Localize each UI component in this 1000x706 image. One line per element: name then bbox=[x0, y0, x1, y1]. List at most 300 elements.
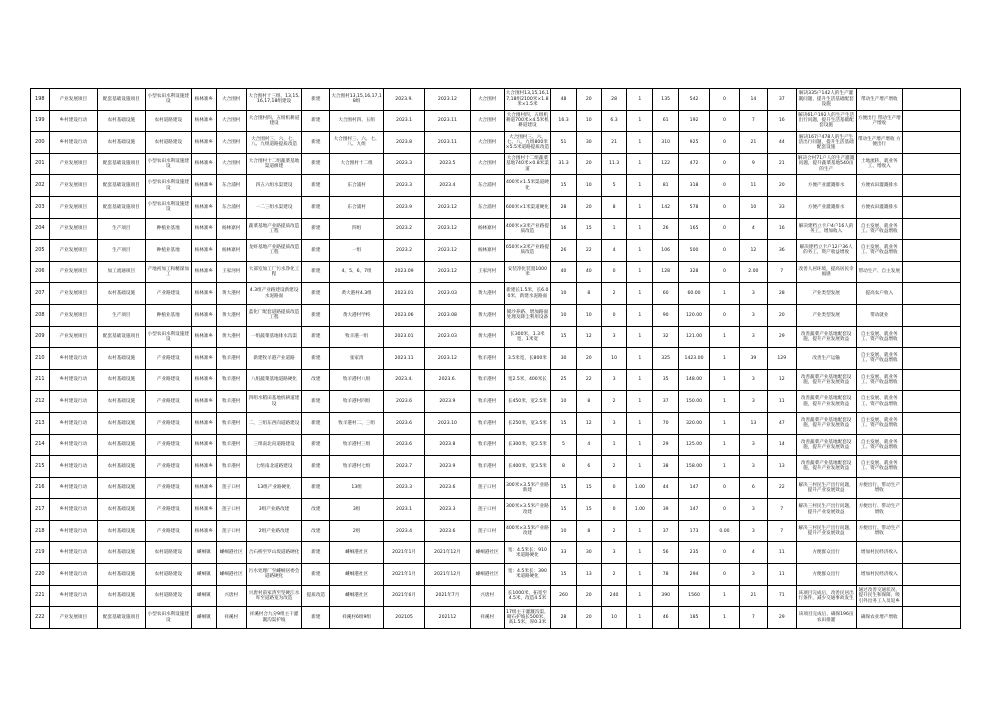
table-cell: 1 bbox=[627, 110, 653, 132]
table-cell: 22 bbox=[767, 477, 796, 499]
table-cell: 121.00 bbox=[679, 326, 710, 348]
table-cell: 29 bbox=[767, 326, 796, 348]
table-cell: 小型农田水利设施建设 bbox=[145, 607, 191, 629]
table-cell: 改善蔬菜产业基地配套设施，提升产业发展效益 bbox=[796, 326, 856, 348]
table-cell: 解决建档立卡户12户36人的务工，资产收益增收 bbox=[796, 240, 856, 262]
table-cell: 长450米，宽2.5米 bbox=[504, 391, 550, 413]
table-cell: 20 bbox=[576, 348, 601, 370]
table-cell: 1 bbox=[627, 218, 653, 240]
row-number-cell: 217 bbox=[31, 499, 50, 521]
table-cell: 牧羊港村 bbox=[470, 434, 504, 456]
table-cell: 牧羊港村 bbox=[216, 412, 246, 434]
table-cell: 1 bbox=[627, 542, 653, 564]
table-cell: 种植业基地 bbox=[145, 240, 191, 262]
table-cell: 嵊峒港社区 bbox=[470, 564, 504, 586]
row-number-cell: 207 bbox=[31, 283, 50, 305]
table-cell: 安装净化装置1000米 bbox=[504, 261, 550, 283]
table-cell: 6 bbox=[576, 456, 601, 478]
table-cell: 158.00 bbox=[679, 456, 710, 478]
table-cell: 二、三组东西向道路建设 bbox=[246, 412, 302, 434]
table-cell: 10 bbox=[551, 520, 577, 542]
table-cell bbox=[902, 477, 960, 499]
table-cell: 宽：4.5米长：390米道路硬化 bbox=[504, 564, 550, 586]
table-cell bbox=[902, 542, 960, 564]
table-cell: 大合围村 bbox=[470, 132, 504, 154]
table-cell: 长300米，1.3米宽，1米宽 bbox=[504, 326, 550, 348]
table-cell: 方便出行、带动生产增收 bbox=[856, 477, 902, 499]
table-cell: 10 bbox=[739, 196, 767, 218]
table-cell: 7 bbox=[767, 261, 796, 283]
table-cell: 2组 bbox=[330, 520, 384, 542]
table-cell: 乡村建设行动 bbox=[49, 391, 98, 413]
table-cell: 20 bbox=[576, 89, 601, 111]
row-number-cell: 222 bbox=[31, 607, 50, 629]
table-cell: 新建牧羊港产业道路 bbox=[246, 348, 302, 370]
table-cell: 农村基础设施 bbox=[98, 499, 145, 521]
table-cell: 方便群众出行 bbox=[796, 542, 856, 564]
table-cell: 20 bbox=[767, 175, 796, 197]
table-cell: 农村基础设施 bbox=[98, 110, 145, 132]
table-cell: 牧羊港村二、三组 bbox=[330, 412, 384, 434]
table-cell: 2 bbox=[601, 456, 627, 478]
table-cell: 3组产业路改建 bbox=[246, 499, 302, 521]
table-cell: 杨林寨村 bbox=[216, 218, 246, 240]
table-cell: 11 bbox=[739, 175, 767, 197]
table-cell: 15 bbox=[576, 499, 601, 521]
table-row bbox=[31, 110, 961, 132]
table-cell: 71 bbox=[767, 585, 796, 607]
table-cell: 8 bbox=[576, 391, 601, 413]
table-cell: 自主发展、就业务工、资产收益增收 bbox=[856, 456, 902, 478]
table-cell: 农村基础设施 bbox=[98, 585, 145, 607]
table-cell: 大合围村 bbox=[216, 153, 246, 175]
table-cell: 0 bbox=[601, 261, 627, 283]
table-cell: 10 bbox=[551, 391, 577, 413]
table-cell: 杨林寨乡 bbox=[191, 218, 216, 240]
table-cell: 小型农田水利设施建设 bbox=[145, 89, 191, 111]
table-cell: 2023.3 bbox=[383, 477, 424, 499]
table-cell: 该项目完成后，确保196亩农田排灌 bbox=[796, 607, 856, 629]
table-cell: 15 bbox=[551, 175, 577, 197]
table-cell: 农村基础设施 bbox=[98, 477, 145, 499]
table-cell: 增加村民经济收入 bbox=[856, 564, 902, 586]
table-row bbox=[31, 434, 961, 456]
table-cell: 产业发展项目 bbox=[49, 326, 98, 348]
table-cell: 500 bbox=[679, 240, 710, 262]
table-cell: 0 bbox=[710, 110, 740, 132]
table-cell: 3 bbox=[739, 369, 767, 391]
table-cell: 2023.12 bbox=[425, 218, 470, 240]
table-cell: 杨林寨乡 bbox=[191, 175, 216, 197]
table-cell: 5 bbox=[601, 175, 627, 197]
table-cell: 2023.03 bbox=[425, 326, 470, 348]
table-cell: 新建长1.5米，长6.00米，新建水泥路面 bbox=[504, 283, 550, 305]
table-cell: 1 bbox=[627, 607, 653, 629]
table-cell: 大合围村三、六、七、八、九组道路提质改造 bbox=[246, 132, 302, 154]
table-cell: 乡村建设行动 bbox=[49, 499, 98, 521]
table-cell: 产业类型发展 bbox=[796, 304, 856, 326]
table-cell: 合石桥至罗山坂道路硬化 bbox=[246, 542, 302, 564]
project-table bbox=[30, 88, 961, 629]
table-cell: 10 bbox=[551, 283, 577, 305]
table-cell: 31.3 bbox=[551, 153, 577, 175]
table-cell: 2023.11 bbox=[425, 132, 470, 154]
table-row bbox=[31, 585, 961, 607]
table-cell: 东合浦村 bbox=[470, 175, 504, 197]
table-cell: 解决61户192人的生产生活出行问题，提升生活基础配套设施 bbox=[796, 110, 856, 132]
table-cell: 兴唐村 bbox=[216, 585, 246, 607]
table-cell: 方便产业灌溉排水 bbox=[796, 175, 856, 197]
table-cell: 祥溪村 bbox=[216, 607, 246, 629]
table-cell: 八组蔬菜基地道路硬化 bbox=[246, 369, 302, 391]
row-number-cell: 220 bbox=[31, 564, 50, 586]
table-cell: 农村基础设施 bbox=[98, 283, 145, 305]
table-cell: 12 bbox=[739, 240, 767, 262]
table-cell: 20 bbox=[576, 585, 601, 607]
table-cell: 改善蔬菜产业基地配套设施，提升产业发展效益 bbox=[796, 456, 856, 478]
table-cell: 自主发展、就业务工、资产收益增收 bbox=[856, 434, 902, 456]
table-cell: 莲子口村 bbox=[470, 499, 504, 521]
table-cell: 20 bbox=[576, 607, 601, 629]
table-cell: 260 bbox=[551, 585, 577, 607]
table-cell: 自主发展、就业务工、资产收益增收 bbox=[856, 240, 902, 262]
table-cell: 21 bbox=[601, 132, 627, 154]
table-cell: 25 bbox=[551, 369, 577, 391]
table-cell: 产业发展项目 bbox=[49, 175, 98, 197]
table-cell: 新建 bbox=[302, 326, 330, 348]
table-cell: 1 bbox=[710, 326, 740, 348]
table-cell bbox=[902, 585, 960, 607]
table-cell: 杨林寨乡 bbox=[191, 391, 216, 413]
table-cell: 150.00 bbox=[679, 391, 710, 413]
table-cell: 新建 bbox=[302, 542, 330, 564]
table-cell: 1 bbox=[627, 132, 653, 154]
table-cell bbox=[902, 520, 960, 542]
table-cell: 杨林寨乡 bbox=[191, 326, 216, 348]
table-cell: 578 bbox=[679, 196, 710, 218]
table-cell: 大合围村 bbox=[470, 89, 504, 111]
table-cell: 26 bbox=[551, 240, 577, 262]
table-cell: 黄大港村 bbox=[216, 283, 246, 305]
table-cell: 390 bbox=[653, 585, 679, 607]
table-cell: 925 bbox=[679, 132, 710, 154]
row-number-cell: 204 bbox=[31, 218, 50, 240]
row-number-cell: 213 bbox=[31, 412, 50, 434]
table-cell: 2 bbox=[601, 564, 627, 586]
table-cell: 15 bbox=[576, 477, 601, 499]
table-cell: 解决建档立卡户4户16人的务工，增加收入 bbox=[796, 218, 856, 240]
table-cell: 乡村建设行动 bbox=[49, 110, 98, 132]
table-row bbox=[31, 348, 961, 370]
table-cell: 240 bbox=[601, 585, 627, 607]
table-cell: 莲子口村 bbox=[470, 520, 504, 542]
row-number-cell: 201 bbox=[31, 153, 50, 175]
table-cell: 2021年6月 bbox=[383, 585, 424, 607]
table-cell: 12 bbox=[576, 412, 601, 434]
table-cell: 16 bbox=[767, 110, 796, 132]
table-cell bbox=[902, 348, 960, 370]
table-cell: 杨林寨乡 bbox=[191, 132, 216, 154]
table-cell: 自主发展、就业务工、资产收益增收 bbox=[856, 391, 902, 413]
table-cell: 王家河村 bbox=[470, 261, 504, 283]
table-cell: 新建 bbox=[302, 348, 330, 370]
table-cell: 产业路建设 bbox=[145, 369, 191, 391]
table-cell: 一二三组水渠建设 bbox=[246, 196, 302, 218]
table-cell: 农村基础设施 bbox=[98, 434, 145, 456]
table-cell: 黄大港村 bbox=[216, 304, 246, 326]
table-row bbox=[31, 456, 961, 478]
table-cell: 0 bbox=[710, 196, 740, 218]
table-cell: 新建 bbox=[302, 132, 330, 154]
table-row bbox=[31, 564, 961, 586]
table-cell: 30 bbox=[551, 348, 577, 370]
table-cell: 一组蔬菜基地排水沟渠 bbox=[246, 326, 302, 348]
table-cell: 1 bbox=[627, 261, 653, 283]
table-cell: 小型农田水利设施建设 bbox=[145, 175, 191, 197]
table-cell: 70 bbox=[653, 412, 679, 434]
table-cell: 新建 bbox=[302, 153, 330, 175]
table-cell: 长1000米，拓宽至4.5米，改造4.5米 bbox=[504, 585, 550, 607]
table-cell bbox=[902, 89, 960, 111]
table-cell: 0 bbox=[710, 564, 740, 586]
table-cell: 90 bbox=[653, 304, 679, 326]
table-cell: 2023.4. bbox=[383, 369, 424, 391]
table-cell: 20 bbox=[576, 153, 601, 175]
row-number-cell: 209 bbox=[31, 326, 50, 348]
table-cell: 牧羊港村七组 bbox=[330, 456, 384, 478]
table-cell: 嵊峒港社区 bbox=[470, 542, 504, 564]
table-cell: 37 bbox=[653, 520, 679, 542]
table-row bbox=[31, 218, 961, 240]
table-cell: 0 bbox=[710, 153, 740, 175]
table-cell: 2023.9 bbox=[425, 456, 470, 478]
row-number-cell: 221 bbox=[31, 585, 50, 607]
table-cell: 1 bbox=[627, 434, 653, 456]
table-row bbox=[31, 607, 961, 629]
table-cell: 带动生产、自主发展 bbox=[856, 261, 902, 283]
table-cell: 15 bbox=[551, 326, 577, 348]
table-cell: 1 bbox=[627, 348, 653, 370]
table-cell bbox=[902, 499, 960, 521]
table-cell: 大合围村 bbox=[470, 110, 504, 132]
table-cell: 新建 bbox=[302, 110, 330, 132]
table-cell: 13 bbox=[739, 412, 767, 434]
table-cell: 新建 bbox=[302, 89, 330, 111]
table-cell bbox=[902, 326, 960, 348]
table-cell: 嵊峒港社区 bbox=[216, 542, 246, 564]
table-cell: 解决三村民生产出行问题，提升产业发展效益 bbox=[796, 520, 856, 542]
table-cell: 542 bbox=[679, 89, 710, 111]
table-cell: 牧羊港村 bbox=[216, 434, 246, 456]
table-cell: 3 bbox=[739, 391, 767, 413]
table-cell: 种植业基地 bbox=[145, 218, 191, 240]
table-cell: 2023.11 bbox=[383, 348, 424, 370]
table-cell: 杨林寨乡 bbox=[191, 196, 216, 218]
table-cell: 嵊峒港社区 bbox=[330, 542, 384, 564]
table-cell: 杨林寨乡 bbox=[191, 348, 216, 370]
table-cell: 大合围村四、五组机耕道700米×4.5米机耕道建设 bbox=[504, 110, 550, 132]
table-cell: 2021年7月 bbox=[425, 585, 470, 607]
table-cell: 农村道路建设 bbox=[145, 110, 191, 132]
table-row bbox=[31, 391, 961, 413]
table-cell: 嵊峒镇 bbox=[191, 542, 216, 564]
table-cell: 10 bbox=[601, 607, 627, 629]
table-cell: 0 bbox=[710, 304, 740, 326]
table-cell: 产业路建设 bbox=[145, 456, 191, 478]
table-cell: 产业发展项目 bbox=[49, 240, 98, 262]
table-cell: 3 bbox=[601, 542, 627, 564]
table-cell: 142 bbox=[653, 196, 679, 218]
table-cell: 杨林寨乡 bbox=[191, 434, 216, 456]
table-cell: 2 bbox=[601, 283, 627, 305]
table-cell bbox=[902, 110, 960, 132]
table-cell: 长400米，宽3.5米 bbox=[504, 456, 550, 478]
table-row bbox=[31, 499, 961, 521]
table-cell: 4 bbox=[576, 434, 601, 456]
table-cell: 8 bbox=[601, 196, 627, 218]
table-cell: 0 bbox=[710, 477, 740, 499]
table-cell: 1 bbox=[710, 412, 740, 434]
table-cell: 方便出行 带动生产增产增收 bbox=[856, 110, 902, 132]
table-cell: 1 bbox=[627, 240, 653, 262]
table-cell: 2023.2 bbox=[383, 218, 424, 240]
table-cell: 杨林寨乡 bbox=[191, 89, 216, 111]
table-cell: 东合浦村 bbox=[216, 196, 246, 218]
table-cell: 产业路建设 bbox=[145, 434, 191, 456]
table-cell: 改建 bbox=[302, 369, 330, 391]
table-cell: 祥溪村6组9组 bbox=[330, 607, 384, 629]
table-cell: 新建 bbox=[302, 434, 330, 456]
table-cell: 1 bbox=[710, 456, 740, 478]
table-cell bbox=[902, 607, 960, 629]
table-cell: 11 bbox=[767, 391, 796, 413]
table-cell: 嵊峒港社区 bbox=[330, 585, 384, 607]
table-cell: 该项目完成后，改善民居出行条件，减少交通事故发生 bbox=[796, 585, 856, 607]
table-cell: 0 bbox=[710, 261, 740, 283]
row-number-cell: 215 bbox=[31, 456, 50, 478]
table-cell: 乡村建设行动 bbox=[49, 412, 98, 434]
table-cell: 2023.12 bbox=[425, 348, 470, 370]
table-cell: 杨林寨乡 bbox=[191, 261, 216, 283]
table-cell: 2 bbox=[601, 520, 627, 542]
table-cell: 大合围村四、五组 bbox=[330, 110, 384, 132]
table-cell: 解决三村民生产出行问题，提升产业发展效益 bbox=[796, 477, 856, 499]
table-cell: 173 bbox=[679, 520, 710, 542]
table-cell bbox=[902, 434, 960, 456]
table-cell: 61 bbox=[653, 110, 679, 132]
table-cell: 1 bbox=[627, 369, 653, 391]
table-cell: 0.00 bbox=[710, 520, 740, 542]
table-cell: 1 bbox=[601, 434, 627, 456]
table-cell bbox=[902, 132, 960, 154]
table-cell: 3.5米宽，长800米 bbox=[504, 348, 550, 370]
table-cell bbox=[902, 391, 960, 413]
table-cell: 大合围村13,15,16,17,18组2100米×1.8米×1.5米 bbox=[504, 89, 550, 111]
table-cell: 10 bbox=[576, 304, 601, 326]
table-cell: 大合围村十二组蔬菜基地740米×0.8米渠道 bbox=[504, 153, 550, 175]
table-cell: 2023.8 bbox=[425, 434, 470, 456]
table-row bbox=[31, 369, 961, 391]
table-cell: 30 bbox=[576, 542, 601, 564]
table-cell: 185 bbox=[679, 607, 710, 629]
table-cell: 15 bbox=[551, 499, 577, 521]
table-row bbox=[31, 261, 961, 283]
row-number-cell: 211 bbox=[31, 369, 50, 391]
table-cell: 确保农业增产增收 bbox=[856, 607, 902, 629]
table-cell: 长300米，宽2.5米 bbox=[504, 434, 550, 456]
table-cell: 400米×3米产业路提质改造 bbox=[504, 218, 550, 240]
table-cell: 29 bbox=[767, 607, 796, 629]
table-cell: 81 bbox=[653, 175, 679, 197]
table-cell: 牧羊港村 bbox=[470, 369, 504, 391]
table-cell: 129 bbox=[767, 348, 796, 370]
table-cell: 1.00 bbox=[627, 477, 653, 499]
table-cell: 192 bbox=[679, 110, 710, 132]
table-cell: 2023.5 bbox=[425, 153, 470, 175]
table-cell: 改善人居环境，提高居民幸福感 bbox=[796, 261, 856, 283]
table-cell: 牧羊港村 bbox=[470, 456, 504, 478]
table-cell: 乡村建设行动 bbox=[49, 564, 98, 586]
table-cell: 2023.06 bbox=[383, 304, 424, 326]
table-cell: 农村道路建设 bbox=[145, 132, 191, 154]
table-cell: 1 bbox=[627, 520, 653, 542]
table-cell: 黄大港村 bbox=[470, 283, 504, 305]
table-cell: 带动生产增产增收 bbox=[856, 89, 902, 111]
row-number-cell: 206 bbox=[31, 261, 50, 283]
table-cell: 2023.8 bbox=[383, 132, 424, 154]
table-cell: 配套基础设施项目 bbox=[98, 175, 145, 197]
table-cell: 农村道路建设 bbox=[145, 564, 191, 586]
table-cell: 2023.6 bbox=[383, 412, 424, 434]
table-cell: 2023.01 bbox=[383, 326, 424, 348]
table-cell: 生产项目 bbox=[98, 218, 145, 240]
table-cell: 3 bbox=[739, 520, 767, 542]
table-cell: 乡村建设行动 bbox=[49, 542, 98, 564]
table-cell: 13 bbox=[576, 564, 601, 586]
table-cell: 蓝化厂配套道路提质改造工程 bbox=[246, 304, 302, 326]
table-cell: 1 bbox=[710, 585, 740, 607]
table-cell: 2021年1月 bbox=[383, 542, 424, 564]
row-number-cell: 208 bbox=[31, 304, 50, 326]
table-cell: 自主发展、就业务工、资产收益增收 bbox=[856, 412, 902, 434]
table-cell: 大合围村 bbox=[216, 132, 246, 154]
table-cell: 大合围村13,15,16,17,18组 bbox=[330, 89, 384, 111]
table-cell: 11 bbox=[767, 542, 796, 564]
table-cell: 2021年12月 bbox=[425, 564, 470, 586]
table-cell bbox=[902, 240, 960, 262]
table-cell: 改建 bbox=[302, 499, 330, 521]
table-cell: 改善蔬菜产业基地配套设施，提升产业发展效益 bbox=[796, 412, 856, 434]
table-cell: 7 bbox=[739, 110, 767, 132]
table-cell: 新建 bbox=[302, 283, 330, 305]
table-cell: 7 bbox=[767, 499, 796, 521]
table-cell: 44 bbox=[653, 477, 679, 499]
table-cell: 1 bbox=[627, 564, 653, 586]
table-cell: 嵊峒镇 bbox=[191, 585, 216, 607]
table-cell: 472 bbox=[679, 153, 710, 175]
table-cell: 张家湾 bbox=[330, 348, 384, 370]
table-cell: 1 bbox=[710, 348, 740, 370]
table-cell: 改善生产运输 bbox=[796, 348, 856, 370]
table-cell: 1 bbox=[627, 304, 653, 326]
table-cell: 0 bbox=[710, 132, 740, 154]
table-cell: 产地初加工和精深加工 bbox=[145, 261, 191, 283]
table-cell: 大合围村四、五组机耕道建设 bbox=[246, 110, 302, 132]
table-cell: 牧羊港村四组 bbox=[330, 391, 384, 413]
table-cell: 产业路建设 bbox=[145, 477, 191, 499]
table-cell bbox=[902, 261, 960, 283]
table-cell: 牧羊港村 bbox=[470, 391, 504, 413]
